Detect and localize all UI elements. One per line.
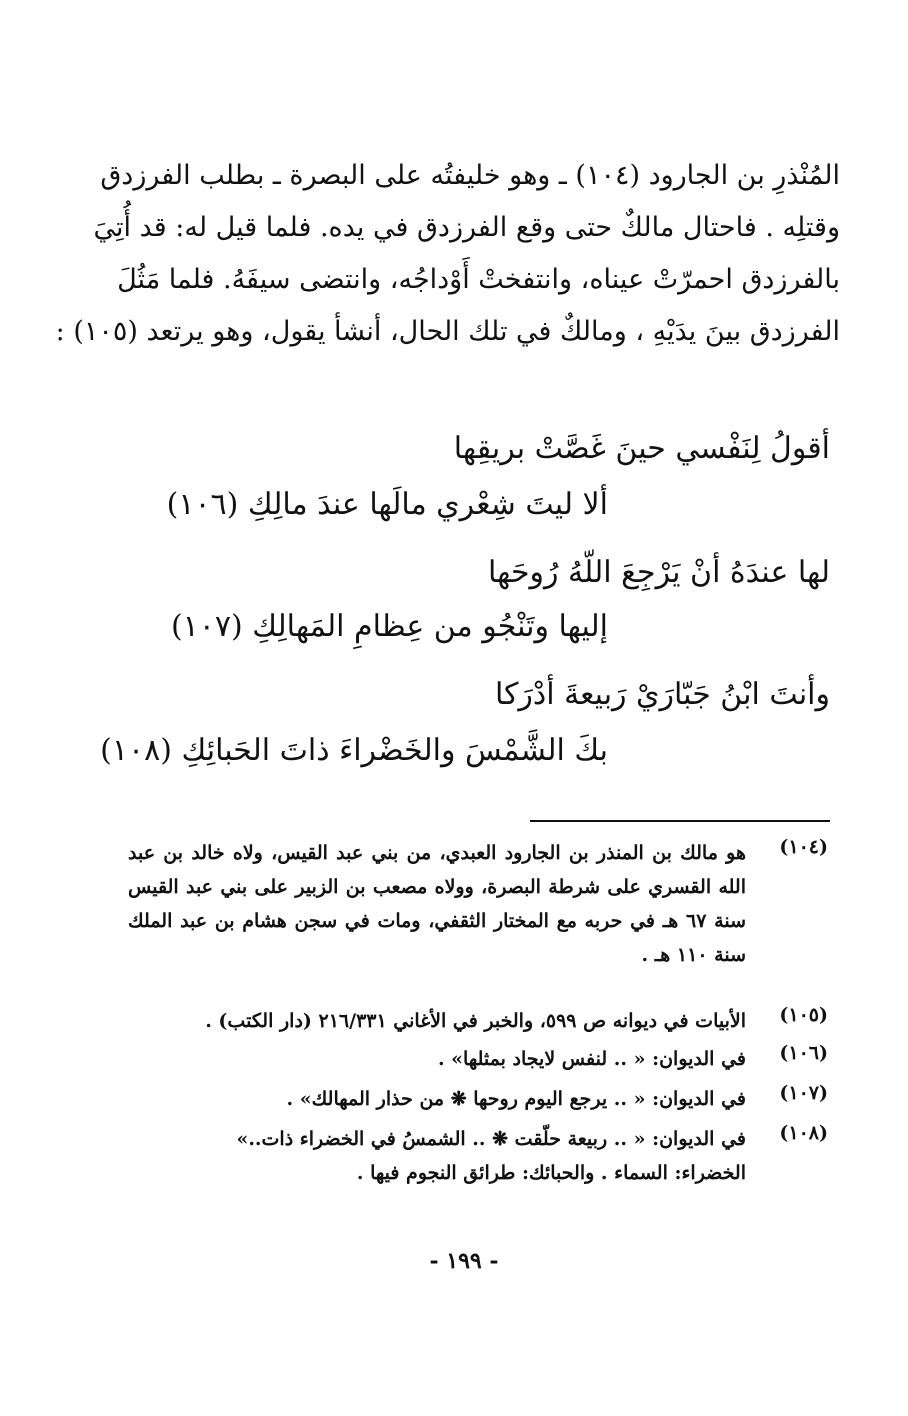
prose-line: الفرزدق بينَ يدَيْهِ ، ومالكٌ في تلك الحال، أنشأ يقول، وهو يرتعد (١٠٥) :	[55, 316, 840, 347]
footnote-text	[128, 1042, 746, 1076]
footnote-line: الخضراء: السماء . والحبائك: طرائق النجوم فيها .	[356, 1162, 746, 1184]
footnote-line: سنة ٦٧ هـ في حربه مع المختار الثقفي، ومات في سجن هشام بن عبد الملك	[128, 910, 746, 932]
footnote-number: (١٠٨)	[779, 1122, 828, 1144]
footnote-text	[128, 1122, 746, 1190]
verse-line: أقولُ لِنَفْسي حينَ غَصَّتْ بريقِها	[453, 431, 830, 466]
verse-line: لها عندَهُ أنْ يَرْجِعَ اللّهُ رُوحَها	[488, 555, 830, 590]
prose-line: وقتلِه . فاحتال مالكٌ حتى وقع الفرزدق في يده. فلما قيل له: قد أُتِيَ	[93, 212, 840, 243]
footnote-line: سنة ١١٠ هـ .	[641, 944, 746, 966]
footnote-line: الله القسري على شرطة البصرة، وولاه مصعب بن الزبير على بني عبد القيس	[128, 876, 746, 898]
footnote-text	[128, 1004, 746, 1038]
verse-line: بكَ الشَّمْسَ والخَضْراءَ ذاتَ الحَبائِكِ (١٠٨)	[100, 733, 608, 768]
footnote-line: في الديوان: « .. لنفس لايجاد بمثلها» .	[437, 1048, 746, 1070]
footnote-number: (١٠٦)	[779, 1042, 828, 1064]
footnote-separator	[530, 820, 830, 822]
verse-line: إليها وتَنْجُو من عِظامِ المَهالِكِ (١٠٧)	[170, 609, 608, 644]
prose-line: المُنْذرِ بن الجارود (١٠٤) ـ وهو خليفتُه على البصرة ـ بطلب الفرزدق	[100, 160, 840, 191]
footnote	[128, 836, 828, 972]
footnote-number: (١٠٧)	[779, 1082, 828, 1104]
footnote-line: في الديوان: « .. يرجع اليوم روحها ❋ من حذار المهالك» .	[286, 1088, 746, 1110]
prose-paragraph	[55, 150, 840, 358]
footnote	[128, 1122, 828, 1190]
footnote-text	[128, 836, 746, 972]
verse-line: ألا ليتَ شِعْري مالَها عندَ مالِكِ (١٠٦)	[166, 487, 608, 522]
footnote	[128, 1082, 828, 1116]
page-number: - ١٩٩ -	[429, 1248, 499, 1274]
footnote-line: الأبيات في ديوانه ص ٥٩٩، والخبر في الأغاني ٢١٦/٣٣١ (دار الكتب) .	[205, 1010, 746, 1032]
footnote-number: (١٠٥)	[779, 1004, 828, 1026]
prose-line: بالفرزدق احمرّتْ عيناه، وانتفختْ أَوْداجُه، وانتضى سيفَهُ. فلما مَثُلَ	[117, 264, 840, 295]
footnote-text	[128, 1082, 746, 1116]
footnote-number: (١٠٤)	[779, 836, 828, 858]
footnote-line: هو مالك بن المنذر بن الجارود العبدي، من بني عبد القيس، ولاه خالد بن عبد	[128, 842, 746, 864]
footnote-line: في الديوان: « .. ربيعة حلّقت ❋ .. الشمسُ في الخضراء ذات..»	[236, 1128, 746, 1150]
footnote	[128, 1042, 828, 1076]
verse-line: وأنتَ ابْنُ جَبّارَيْ رَبيعةَ أدْرَكا	[494, 677, 830, 712]
footnote	[128, 1004, 828, 1038]
